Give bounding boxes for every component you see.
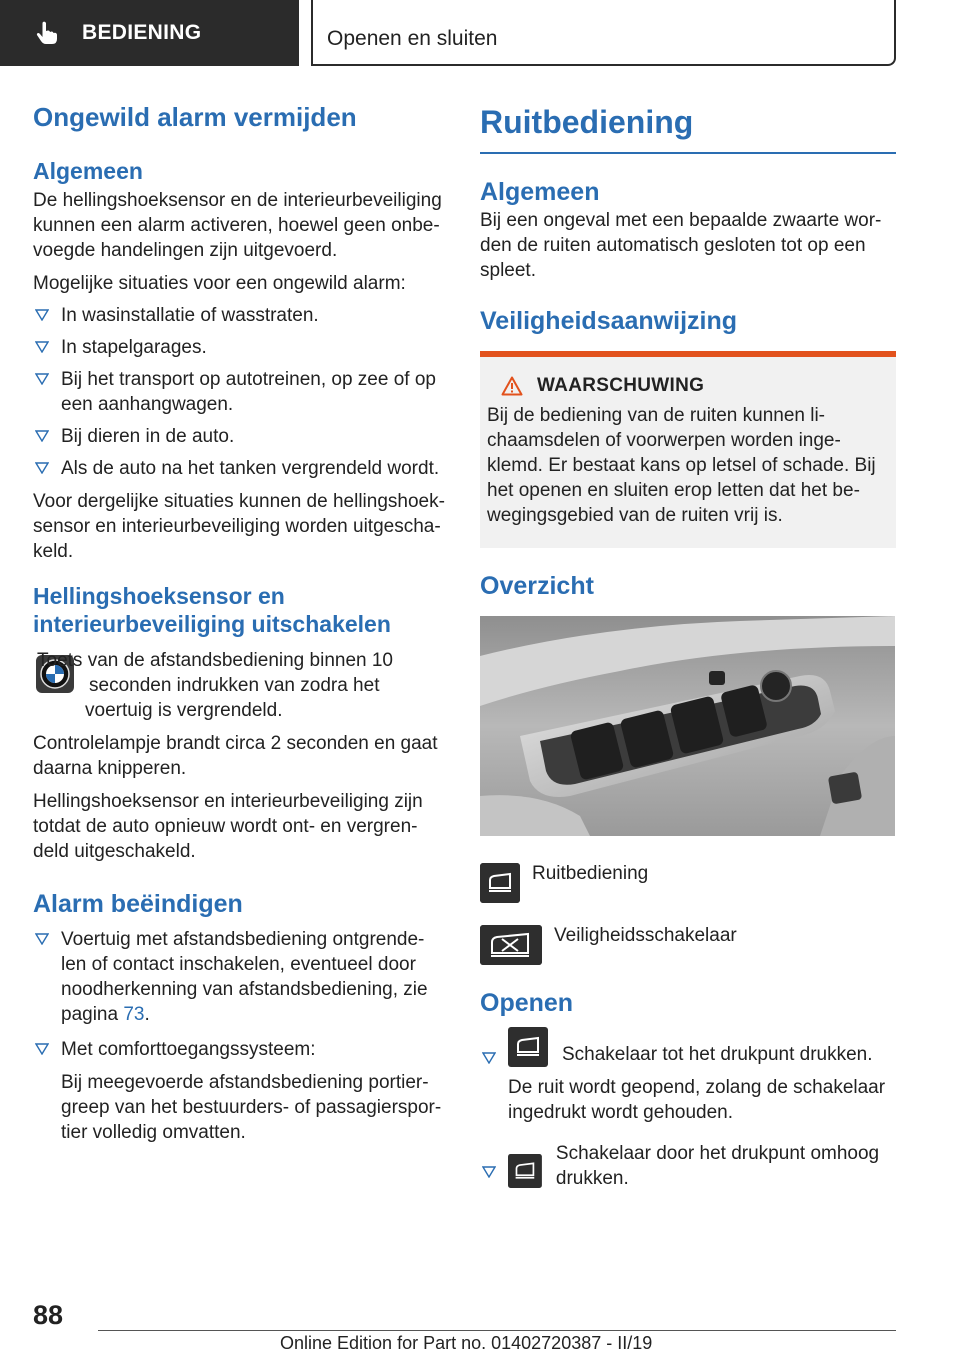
right-general-p1: Bij een ongeval met een bepaalde zwaarte wor‐den de ruiten automatisch gesloten tot op een spleet. <box>480 210 882 281</box>
chapter-title: Openen en sluiten <box>327 27 498 50</box>
stop-item2-title: Met comforttoegangssysteem: <box>61 1039 316 1060</box>
list-item <box>33 927 448 1027</box>
list-item <box>33 367 448 417</box>
triangle-bullet-icon <box>35 933 49 945</box>
list-item-text: Bij het transport op autotreinen, op zee of op een aanhangwagen. <box>61 369 436 415</box>
step1-sub: De ruit wordt geopend, zolang de schakelaar ingedrukt wordt gehouden. <box>508 1077 886 1123</box>
stop-item1-text: Voertuig met afstandsbediening ontgrende‐len of contact inschakelen, eventueel door noodherkenning van afstandsbediening, zie pagina <box>61 929 428 1025</box>
disable-heading: Hellingshoeksensor en interieurbeveiliging uitschakelen <box>33 583 391 637</box>
hand-pointer-icon <box>34 20 60 46</box>
left-general-p2: Mogelijke situaties voor een ongewild alarm: <box>33 273 406 294</box>
warning-title-row <box>487 375 888 397</box>
list-item <box>33 335 448 360</box>
disable-p2: Controlelampje brandt circa 2 seconden en gaat daarna knipperen. <box>33 733 438 779</box>
window-switch-icon <box>480 863 520 903</box>
list-item-text: In stapelgarages. <box>61 337 207 358</box>
step2-text: Schakelaar door het drukpunt omhoog drukken. <box>555 1143 880 1189</box>
right-general-heading: Algemeen <box>480 178 600 206</box>
left-column <box>33 100 448 1145</box>
list-item <box>33 303 448 328</box>
window-switch-icon <box>508 1151 542 1191</box>
left-general-heading: Algemeen <box>33 158 143 184</box>
step2-line <box>508 1141 896 1191</box>
safety-switch-icon <box>480 925 542 965</box>
stop-list <box>33 927 448 1145</box>
page-link[interactable]: 73 <box>123 1004 145 1025</box>
triangle-bullet-icon <box>35 462 49 474</box>
stop-item1-end: . <box>144 1004 150 1025</box>
door-panel-photo <box>480 616 895 836</box>
stop-heading: Alarm beëindigen <box>33 890 243 918</box>
list-item-text: Als de auto na het tanken vergrendeld wordt. <box>61 458 440 479</box>
step1-line <box>508 1027 896 1067</box>
triangle-bullet-icon <box>35 341 49 353</box>
list-item <box>33 1037 448 1145</box>
overview-heading: Overzicht <box>480 572 594 600</box>
legend-item-safety <box>480 925 896 965</box>
right-column <box>480 100 896 1191</box>
right-title: Ruitbediening <box>480 104 694 140</box>
list-item-text: Bij dieren in de auto. <box>61 426 235 447</box>
warning-text: Bij de bediening van de ruiten kunnen li‐chaamsdelen of voorwerpen worden inge‐klemd. Er bestaat kans op letsel of schade. Bij het openen en sluiten erop letten dat het be‐wegingsgebied van de ruiten vrij is. <box>487 405 876 526</box>
open-step-1 <box>480 1027 896 1125</box>
section-title: BEDIENING <box>82 21 202 44</box>
triangle-bullet-icon <box>35 373 49 385</box>
alarm-situations-list <box>33 303 448 481</box>
open-heading: Openen <box>480 989 574 1017</box>
left-general-p3: Voor dergelijke situaties kunnen de hellingshoek‐sensor en interieurbeveiliging worden uitgescha‐keld. <box>33 491 445 562</box>
left-title: Ongewild alarm vermijden <box>33 102 357 132</box>
warning-triangle-icon <box>501 376 523 396</box>
list-item <box>33 424 448 449</box>
step1-text: Schakelaar tot het drukpunt drukken. <box>562 1044 873 1065</box>
open-step-2 <box>480 1141 896 1191</box>
warning-title: WAARSCHUWING <box>537 375 705 396</box>
legend-item-window <box>480 863 896 903</box>
disable-p1: Toets van de afstandsbediening binnen 10 seconden indrukken van zodra het voertuig is vergrendeld. <box>37 650 393 721</box>
list-item <box>33 456 448 481</box>
disable-block <box>33 648 448 723</box>
page-number: 88 <box>33 1300 64 1330</box>
triangle-bullet-icon <box>482 1052 496 1064</box>
title-rule <box>480 152 896 154</box>
section-tab <box>0 0 299 66</box>
list-item-text: In wasinstallatie of wasstraten. <box>61 305 319 326</box>
footer-edition: Online Edition for Part no. 01402720387 - II/19 <box>280 1333 653 1353</box>
triangle-bullet-icon <box>482 1166 496 1178</box>
stop-item2-text: Bij meegevoerde afstandsbediening portier‐greep van het bestuurders- of passagierspor‐tier volledig omvatten. <box>61 1072 442 1143</box>
page-header <box>0 0 960 66</box>
warning-box <box>480 351 896 548</box>
safety-heading: Veiligheidsaanwijzing <box>480 307 738 335</box>
triangle-bullet-icon <box>35 430 49 442</box>
triangle-bullet-icon <box>35 309 49 321</box>
legend2-label: Veiligheidsschakelaar <box>554 925 737 946</box>
legend1-label: Ruitbediening <box>532 863 649 884</box>
window-switch-icon <box>508 1027 548 1067</box>
chapter-tab <box>311 0 896 66</box>
footer-rule <box>98 1330 896 1331</box>
disable-p3: Hellingshoeksensor en interieurbeveiliging zijn totdat de auto opnieuw wordt ont- en vergren‐deld uitgeschakeld. <box>33 791 423 862</box>
left-general-p1: De hellingshoeksensor en de interieurbeveiliging kunnen een alarm activeren, hoewel geen onbe‐voegde handelingen zijn uitgevoerd. <box>33 190 442 261</box>
triangle-bullet-icon <box>35 1043 49 1055</box>
